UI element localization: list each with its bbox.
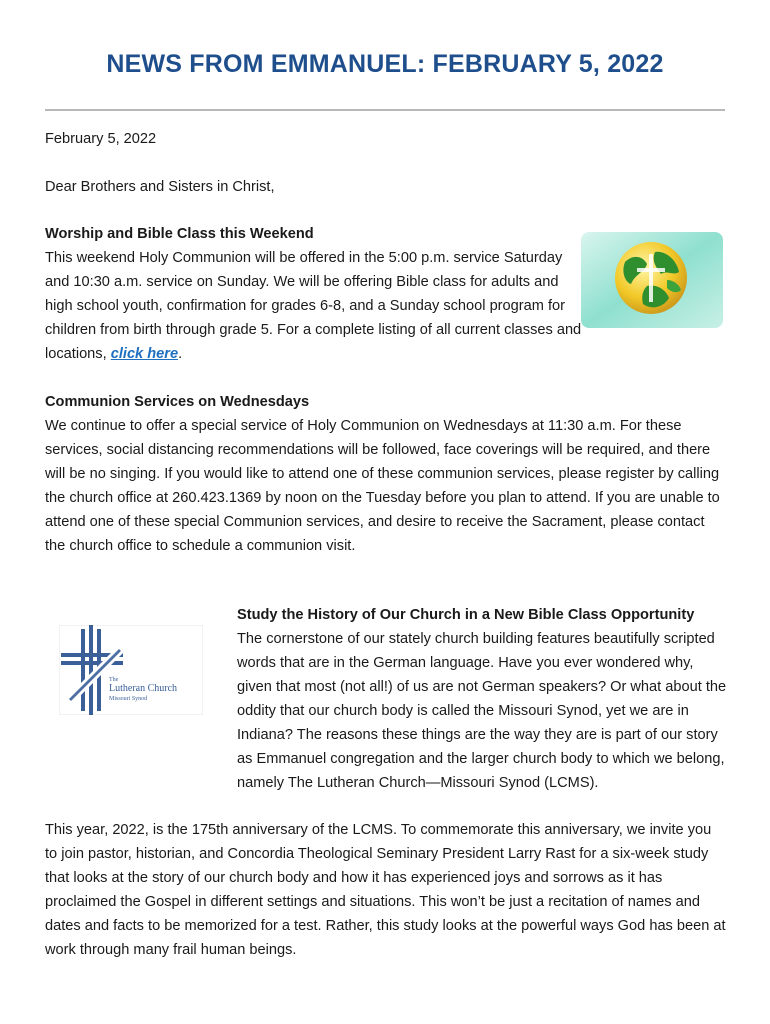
logo-text-the: The [109,677,119,683]
title-divider [45,109,725,111]
letter-date: February 5, 2022 [45,131,157,147]
section-communion-heading: Communion Services on Wednesdays [45,394,310,410]
section-history-heading: Study the History of Our Church in a New Bible Class Opportunity [237,607,695,623]
section-communion [45,390,725,558]
greeting: Dear Brothers and Sisters in Christ, [45,179,275,195]
section-anniversary-body: This year, 2022, is the 175th anniversary of the LCMS. To commemorate this anniversary, we invite you to join pastor, historian, and Concordia Theological Seminary President Larry Rast for a six-week study that looks at the story of our church body and how it has experienced joys and sorrows as it has proclaimed the Gospel in different settings and situations. This won’t be just a recitation of names and dates and facts to be memorized for a test. Rather, this study looks at the powerful ways God has been at work through many frail human beings. [45,822,726,958]
section-worship-body: This weekend Holy Communion will be offered in the 5:00 p.m. service Saturday and 10:30 a.m. service on Sunday. We will be offering Bible class for adults and high school youth, confirmation for grades 6-8, and a Sunday school program for children from birth through grade 5. For a complete listing of all current classes and locations, [45,250,582,362]
globe-cross-image [581,232,723,328]
click-here-link[interactable]: click here [110,346,179,362]
section-anniversary [45,818,727,962]
section-worship-period: . [178,346,183,362]
logo-text-lutheran-church: Lutheran Church [109,683,178,694]
section-worship [45,222,585,366]
section-communion-body: We continue to offer a special service of Holy Communion on Wednesdays at 11:30 a.m. For these services, social distancing recommendations will be followed, face coverings will be required, and there will be no singing. If you would like to attend one of these communion services, please register by calling the church office at 260.423.1369 by noon on the Tuesday before you plan to attend. If you are unable to attend one of these special Communion services, and desire to receive the Sacrament, please contact the church office to schedule a communion visit. [45,418,720,554]
section-history [45,627,727,795]
section-worship-heading: Worship and Bible Class this Weekend [45,226,314,242]
logo-text-missouri-synod: Missouri Synod [109,696,148,702]
section-history-body: The cornerstone of our stately church building features beautifully scripted words that are in the German language. Have you ever wondered why, given that most (not all!) of us are not German speakers? Or what about the oddity that our church body is called the Missouri Synod, yet we are in Indiana? The reasons these things are the way they are is part of our story as Emmanuel congregation and the larger church body to which we belong, namely The Lutheran Church—Missouri Synod (LCMS). [237,631,727,791]
page-title: NEWS FROM EMMANUEL: FEBRUARY 5, 2022 [106,50,664,78]
logo-float-spacer [45,627,237,773]
